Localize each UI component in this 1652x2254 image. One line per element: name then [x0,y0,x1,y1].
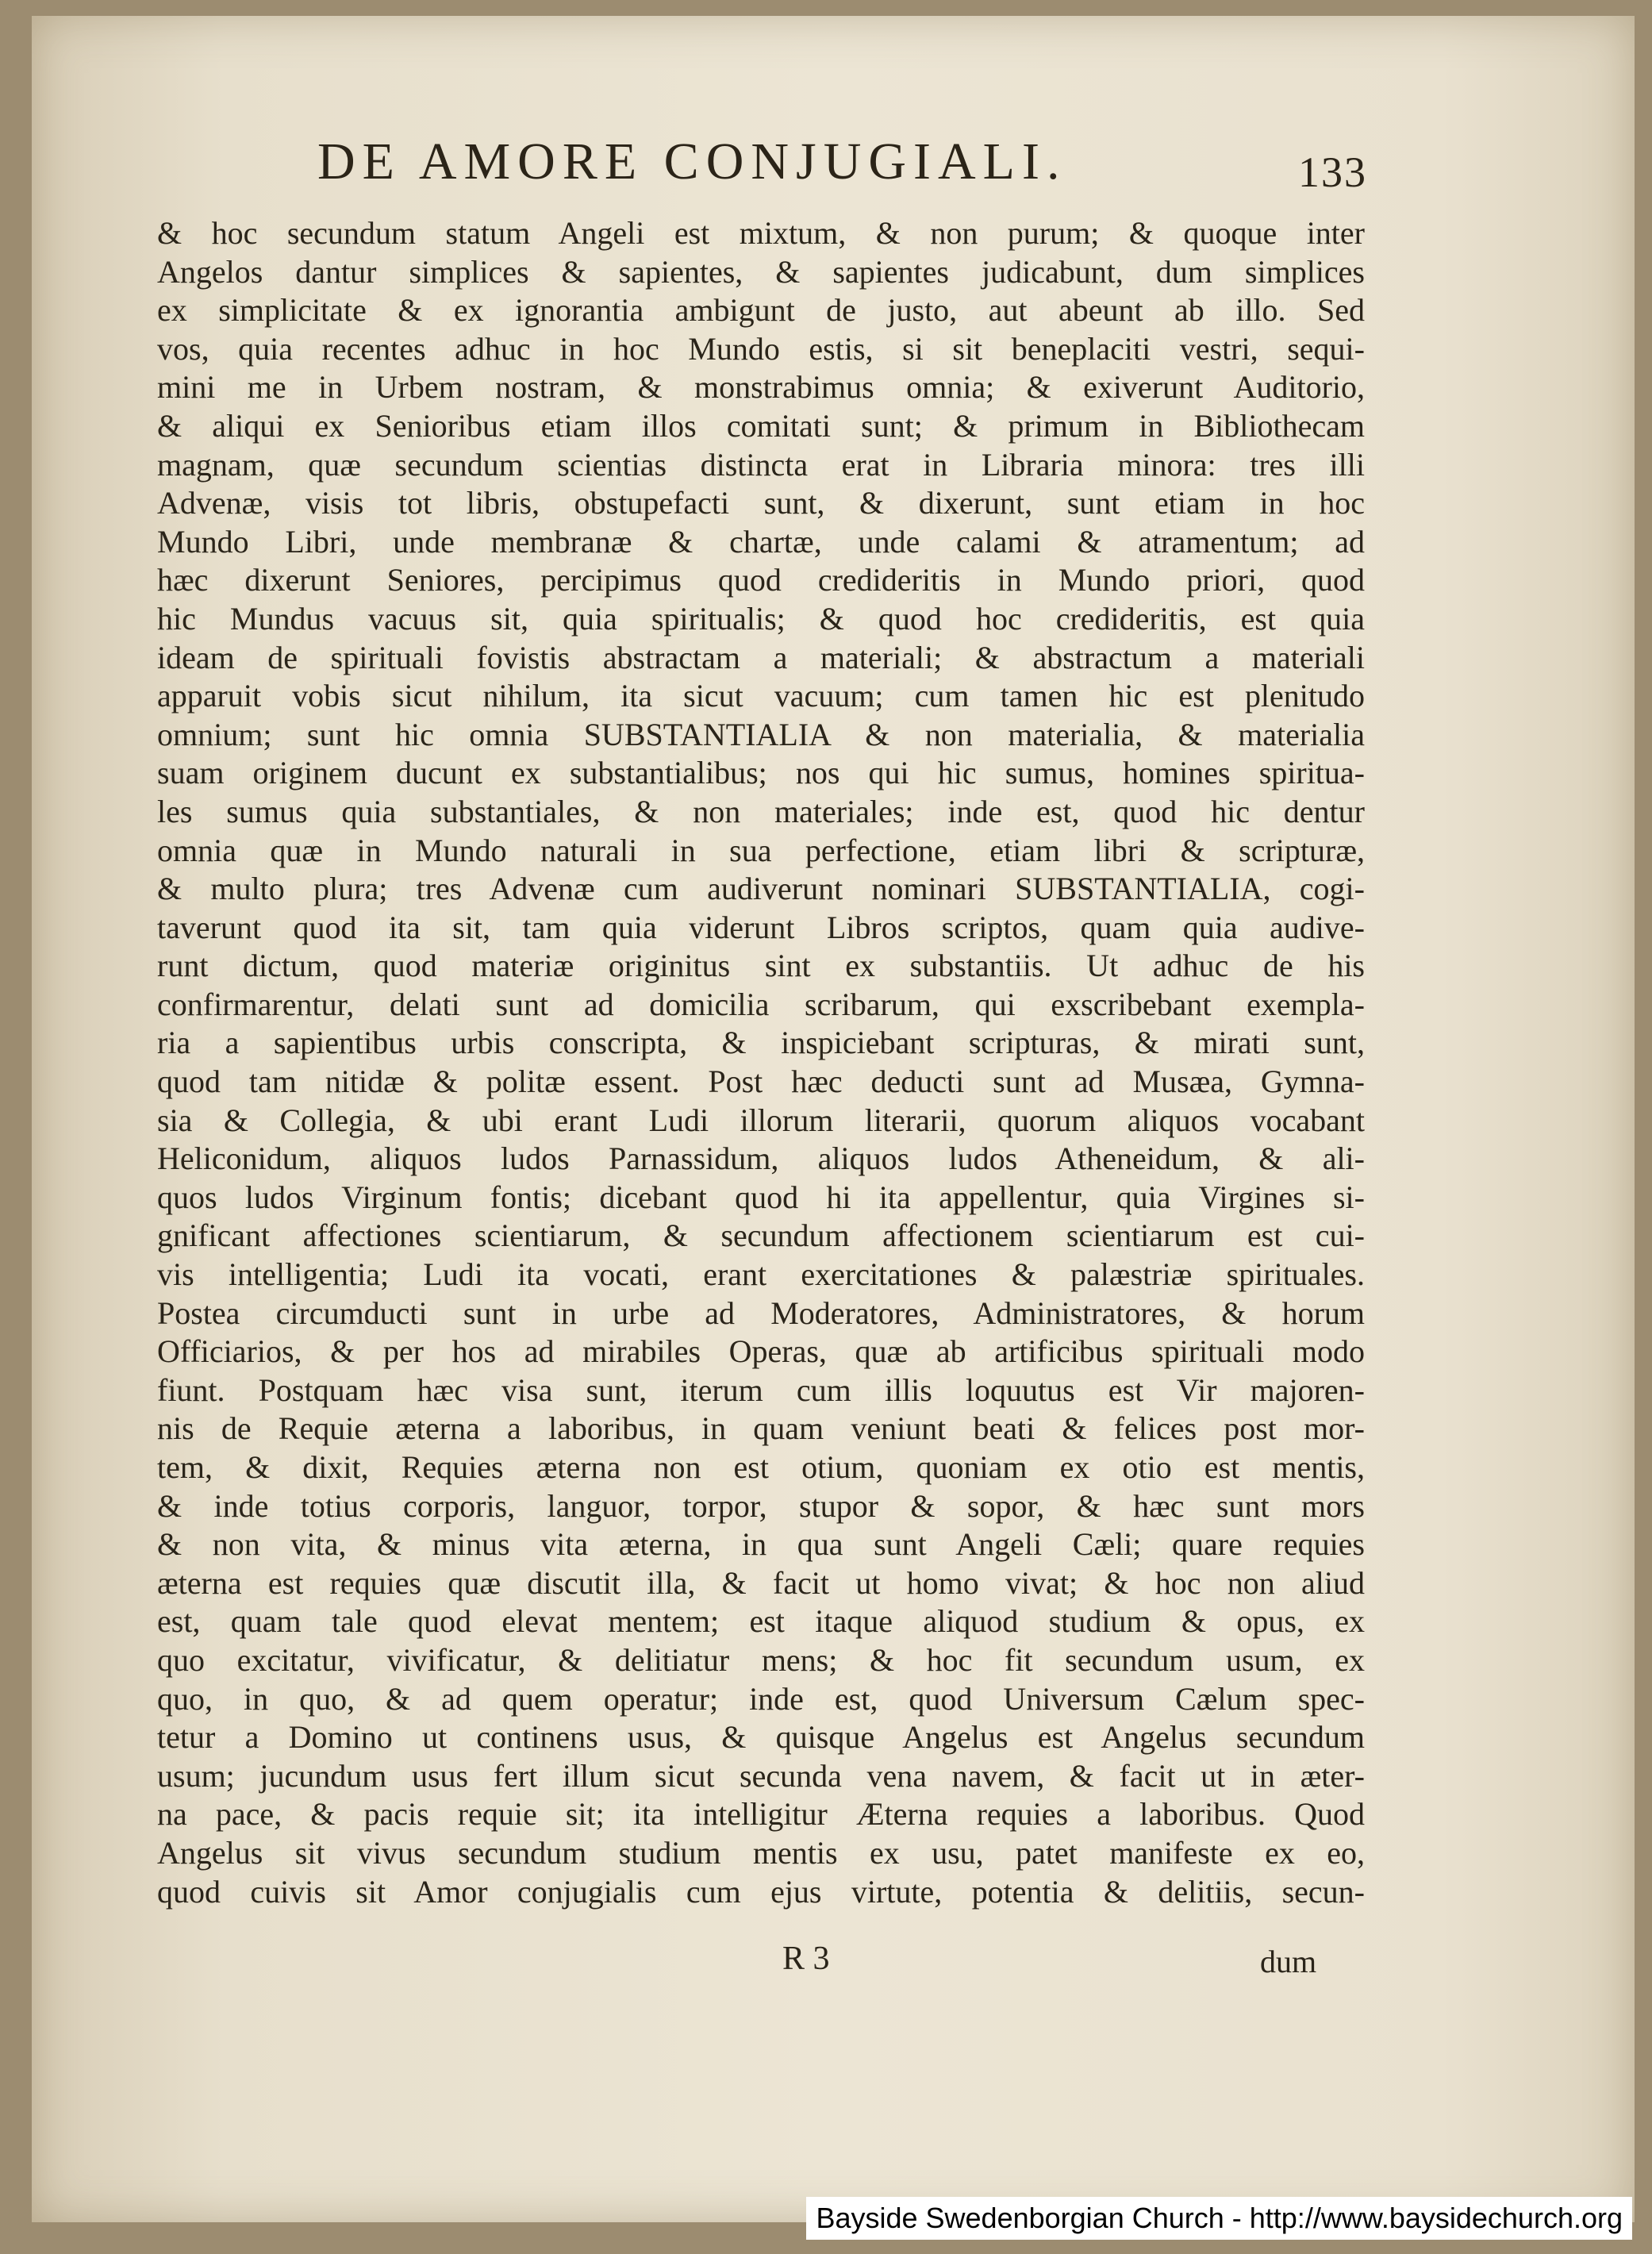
text-line: vis intelligentia; Ludi ita vocati, erant exercitationes & palæstriæ spirituales. [157,1256,1365,1293]
text-line: ideam de spirituali fovistis abstractam a materiali; & abstractum a materiali [157,639,1365,675]
text-line: quo, in quo, & ad quem operatur; inde est, quod Universum Cælum spec- [157,1680,1365,1717]
text-line: quod cuivis sit Amor conjugialis cum ejus virtute, potentia & delitiis, secun- [157,1873,1365,1910]
website-watermark: Bayside Swedenborgian Church - http://www.baysidechurch.org [806,2197,1632,2240]
text-line: & hoc secundum statum Angeli est mixtum, & non purum; & quoque inter [157,215,1365,251]
book-page [32,16,1635,2222]
text-line: Advenæ, visis tot libris, obstupefacti sunt, & dixerunt, sunt etiam in hoc [157,485,1365,521]
text-line: Angelus sit vivus secundum studium mentis ex usu, patet manifeste ex eo, [157,1834,1365,1871]
text-line: magnam, quæ secundum scientias distincta erat in Libraria minora: tres illi [157,446,1365,483]
text-line: omnium; sunt hic omnia SUBSTANTIALIA & non materialia, & materialia [157,716,1365,752]
text-line: est, quam tale quod elevat mentem; est itaque aliquod studium & opus, ex [157,1603,1365,1640]
text-line: quos ludos Virginum fontis; dicebant quod hi ita appellentur, quia Virgines si- [157,1179,1365,1215]
text-line: quo excitatur, vivificatur, & delitiatur mens; & hoc fit secundum usum, ex [157,1641,1365,1678]
text-line: suam originem ducunt ex substantialibus; nos qui hic sumus, homines spiritua- [157,755,1365,791]
text-line: Mundo Libri, unde membranæ & chartæ, unde calami & atramentum; ad [157,523,1365,560]
text-line: tem, & dixit, Requies æterna non est otium, quoniam ex otio est mentis, [157,1449,1365,1485]
text-line: les sumus quia substantiales, & non materiales; inde est, quod hic dentur [157,793,1365,829]
text-line: runt dictum, quod materiæ originitus sint ex substantiis. Ut adhuc de his [157,948,1365,984]
text-line: hic Mundus vacuus sit, quia spiritualis; & quod hoc credideritis, est quia [157,600,1365,637]
text-line: usum; jucundum usus fert illum sicut secunda vena navem, & facit ut in æter- [157,1757,1365,1794]
text-line: taverunt quod ita sit, tam quia viderunt Libros scriptos, quam quia audive- [157,909,1365,945]
text-line: Angelos dantur simplices & sapientes, & sapientes judicabunt, dum simplices [157,253,1365,290]
text-line: Postea circumducti sunt in urbe ad Moderatores, Administratores, & horum [157,1294,1365,1331]
text-line: confirmarentur, delati sunt ad domicilia scribarum, qui exscribebant exempla- [157,986,1365,1022]
signature-mark: R 3 [782,1941,830,1977]
text-line: fiunt. Postquam hæc visa sunt, iterum cum illis loquutus est Vir majoren- [157,1371,1365,1408]
text-line: Officiarios, & per hos ad mirabiles Operas, quæ ab artificibus spirituali modo [157,1333,1365,1370]
text-line: mini me in Urbem nostram, & monstrabimus omnia; & exiverunt Auditorio, [157,369,1365,406]
page-number: 133 [1298,148,1367,196]
text-line: Heliconidum, aliquos ludos Parnassidum, aliquos ludos Atheneidum, & ali- [157,1140,1365,1177]
text-line: vos, quia recentes adhuc in hoc Mundo estis, si sit beneplaciti vestri, sequi- [157,330,1365,367]
text-line: hæc dixerunt Seniores, percipimus quod credideritis in Mundo priori, quod [157,562,1365,598]
text-line: nis de Requie æterna a laboribus, in quam veniunt beati & felices post mor- [157,1410,1365,1447]
running-head: DE AMORE CONJUGIALI. [317,133,1067,190]
text-line: & inde totius corporis, languor, torpor, stupor & sopor, & hæc sunt mors [157,1487,1365,1524]
text-line: apparuit vobis sicut nihilum, ita sicut vacuum; cum tamen hic est plenitudo [157,678,1365,714]
text-line: & aliqui ex Senioribus etiam illos comitati sunt; & primum in Bibliothecam [157,407,1365,444]
text-line: æterna est requies quæ discutit illa, & facit ut homo vivat; & hoc non aliud [157,1564,1365,1601]
text-line: omnia quæ in Mundo naturali in sua perfectione, etiam libri & scripturæ, [157,832,1365,868]
text-line: & non vita, & minus vita æterna, in qua sunt Angeli Cæli; quare requies [157,1526,1365,1563]
text-line: sia & Collegia, & ubi erant Ludi illorum literarii, quorum aliquos vocabant [157,1102,1365,1138]
text-line: tetur a Domino ut continens usus, & quisque Angelus est Angelus secundum [157,1719,1365,1756]
text-line: quod tam nitidæ & politæ essent. Post hæc deducti sunt ad Musæa, Gymna- [157,1064,1365,1100]
body-text [157,214,1365,1911]
text-line: ria a sapientibus urbis conscripta, & inspiciebant scripturas, & mirati sunt, [157,1025,1365,1061]
text-line: ex simplicitate & ex ignorantia ambigunt de justo, aut abeunt ab illo. Sed [157,292,1365,329]
catchword: dum [1260,1944,1317,1979]
text-line: gnificant affectiones scientiarum, & secundum affectionem scientiarum est cui- [157,1217,1365,1254]
text-line: na pace, & pacis requie sit; ita intelligitur Æterna requies a laboribus. Quod [157,1796,1365,1833]
text-line: & multo plura; tres Advenæ cum audiverunt nominari SUBSTANTIALIA, cogi- [157,871,1365,907]
